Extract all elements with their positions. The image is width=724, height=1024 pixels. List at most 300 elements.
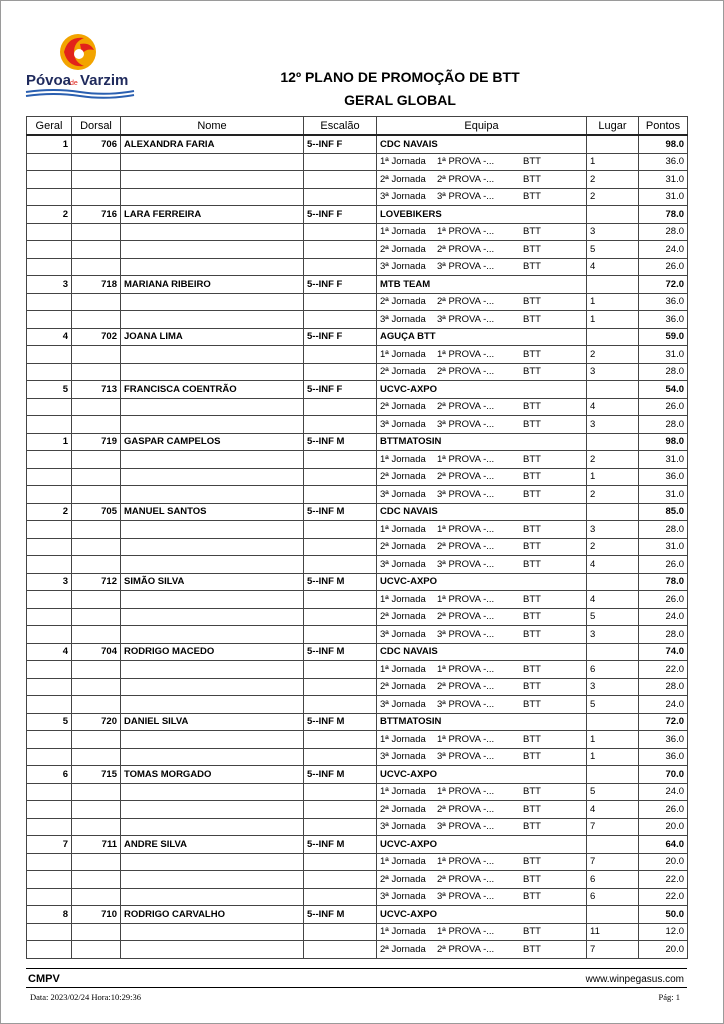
- jornada-label: 2ª Jornada: [380, 681, 426, 693]
- footer-website: www.winpegasus.com: [585, 974, 684, 985]
- jornada-label: 2ª Jornada: [380, 611, 426, 623]
- equipa-cell: UCVC-AXPO: [377, 836, 587, 854]
- jornada-label: 2ª Jornada: [380, 366, 426, 378]
- empty-cell: [304, 608, 377, 626]
- equipa-cell: UCVC-AXPO: [377, 573, 587, 591]
- empty-cell: [72, 591, 121, 609]
- pontos-cell: 28.0: [639, 521, 688, 539]
- nome-cell: MANUEL SANTOS: [121, 503, 304, 521]
- race-type-label: BTT: [523, 558, 541, 570]
- race-type-label: BTT: [523, 418, 541, 430]
- athlete-row: [27, 328, 688, 346]
- pontos-cell: 64.0: [639, 836, 688, 854]
- pontos-cell: 98.0: [639, 433, 688, 451]
- race-detail-cell: [377, 853, 587, 871]
- header-escalao: Escalão: [304, 117, 377, 136]
- svg-text:Póvoa: Póvoa: [26, 72, 72, 89]
- empty-cell: [72, 923, 121, 941]
- prova-label: 2ª PROVA -...: [437, 296, 495, 308]
- nome-cell: RODRIGO MACEDO: [121, 643, 304, 661]
- race-type-label: BTT: [523, 348, 541, 360]
- prova-label: 1ª PROVA -...: [437, 733, 495, 745]
- lugar-cell: 4: [587, 556, 639, 574]
- race-detail-cell: [377, 941, 587, 959]
- jornada-label: 2ª Jornada: [380, 943, 426, 955]
- race-row: [27, 748, 688, 766]
- empty-cell: [121, 346, 304, 364]
- race-type-label: BTT: [523, 628, 541, 640]
- race-row: [27, 626, 688, 644]
- race-type-label: BTT: [523, 698, 541, 710]
- pontos-cell: 12.0: [639, 923, 688, 941]
- race-detail-cell: [377, 801, 587, 819]
- race-row: [27, 346, 688, 364]
- geral-cell: 1: [27, 135, 72, 153]
- nome-cell: TOMAS MORGADO: [121, 766, 304, 784]
- pontos-cell: 28.0: [639, 678, 688, 696]
- svg-text:de: de: [70, 80, 78, 87]
- empty-cell: [27, 626, 72, 644]
- prova-label: 2ª PROVA -...: [437, 541, 495, 553]
- empty-cell: [72, 888, 121, 906]
- race-row: [27, 293, 688, 311]
- pontos-cell: 20.0: [639, 941, 688, 959]
- empty-cell: [27, 818, 72, 836]
- empty-cell: [27, 363, 72, 381]
- empty-cell: [72, 416, 121, 434]
- race-row: [27, 153, 688, 171]
- empty-cell: [121, 363, 304, 381]
- nome-cell: DANIEL SILVA: [121, 713, 304, 731]
- empty-cell: [121, 398, 304, 416]
- jornada-label: 3ª Jornada: [380, 261, 426, 273]
- empty-cell: [27, 241, 72, 259]
- empty-cell: [27, 521, 72, 539]
- race-type-label: BTT: [523, 156, 541, 168]
- jornada-label: 3ª Jornada: [380, 558, 426, 570]
- jornada-label: 3ª Jornada: [380, 821, 426, 833]
- prova-label: 3ª PROVA -...: [437, 558, 495, 570]
- lugar-cell: 3: [587, 626, 639, 644]
- empty-cell: [121, 818, 304, 836]
- prova-label: 3ª PROVA -...: [437, 891, 495, 903]
- dorsal-cell: 702: [72, 328, 121, 346]
- empty-cell: [121, 556, 304, 574]
- empty-cell: [304, 556, 377, 574]
- lugar-cell: 6: [587, 888, 639, 906]
- empty-cell: [304, 748, 377, 766]
- empty-cell: [27, 416, 72, 434]
- race-detail-cell: [377, 398, 587, 416]
- empty-cell: [121, 696, 304, 714]
- race-row: [27, 258, 688, 276]
- athlete-row: [27, 573, 688, 591]
- nome-cell: ALEXANDRA FARIA: [121, 135, 304, 153]
- race-row: [27, 556, 688, 574]
- pontos-cell: 31.0: [639, 188, 688, 206]
- empty-cell: [72, 171, 121, 189]
- race-detail-cell: [377, 556, 587, 574]
- race-type-label: BTT: [523, 296, 541, 308]
- dorsal-cell: 718: [72, 276, 121, 294]
- race-row: [27, 188, 688, 206]
- pontos-cell: 26.0: [639, 398, 688, 416]
- lugar-cell: 5: [587, 241, 639, 259]
- race-type-label: BTT: [523, 173, 541, 185]
- empty-cell: [27, 293, 72, 311]
- lugar-cell: 3: [587, 521, 639, 539]
- header-equipa: Equipa: [377, 117, 587, 136]
- nome-cell: GASPAR CAMPELOS: [121, 433, 304, 451]
- nome-cell: JOANA LIMA: [121, 328, 304, 346]
- empty-cell: [72, 731, 121, 749]
- athlete-row: [27, 276, 688, 294]
- geral-cell: 1: [27, 433, 72, 451]
- race-row: [27, 678, 688, 696]
- race-type-label: BTT: [523, 366, 541, 378]
- pontos-cell: 22.0: [639, 888, 688, 906]
- jornada-label: 3ª Jornada: [380, 698, 426, 710]
- jornada-label: 1ª Jornada: [380, 453, 426, 465]
- lugar-cell: 2: [587, 486, 639, 504]
- race-row: [27, 608, 688, 626]
- empty-cell: [304, 538, 377, 556]
- empty-cell: [304, 258, 377, 276]
- dorsal-cell: 705: [72, 503, 121, 521]
- empty-cell: [121, 783, 304, 801]
- empty-cell: [27, 153, 72, 171]
- athlete-row: [27, 906, 688, 924]
- race-detail-cell: [377, 311, 587, 329]
- race-type-label: BTT: [523, 733, 541, 745]
- race-row: [27, 241, 688, 259]
- empty-cell: [304, 468, 377, 486]
- athlete-row: [27, 433, 688, 451]
- empty-cell: [304, 486, 377, 504]
- jornada-label: 1ª Jornada: [380, 523, 426, 535]
- race-type-label: BTT: [523, 856, 541, 868]
- race-row: [27, 801, 688, 819]
- equipa-cell: BTTMATOSIN: [377, 713, 587, 731]
- lugar-cell: 1: [587, 293, 639, 311]
- empty-cell: [27, 731, 72, 749]
- pontos-cell: 24.0: [639, 783, 688, 801]
- footer-date: Data: 2023/02/24 Hora:10:29:36: [30, 992, 141, 1002]
- lugar-cell: 7: [587, 853, 639, 871]
- empty-cell: [304, 188, 377, 206]
- dorsal-cell: 715: [72, 766, 121, 784]
- race-detail-cell: [377, 153, 587, 171]
- empty-cell: [72, 258, 121, 276]
- jornada-label: 1ª Jornada: [380, 226, 426, 238]
- dorsal-cell: 713: [72, 381, 121, 399]
- geral-cell: 2: [27, 206, 72, 224]
- empty-cell: [121, 153, 304, 171]
- empty-cell: [72, 853, 121, 871]
- empty-cell: [27, 398, 72, 416]
- geral-cell: 4: [27, 643, 72, 661]
- athlete-row: [27, 381, 688, 399]
- empty-cell: [304, 346, 377, 364]
- race-row: [27, 521, 688, 539]
- prova-label: 2ª PROVA -...: [437, 611, 495, 623]
- empty-cell: [72, 801, 121, 819]
- empty-cell: [72, 678, 121, 696]
- lugar-cell: 4: [587, 801, 639, 819]
- empty-cell: [27, 696, 72, 714]
- athlete-row: [27, 206, 688, 224]
- dorsal-cell: 716: [72, 206, 121, 224]
- empty-cell: [121, 941, 304, 959]
- race-type-label: BTT: [523, 471, 541, 483]
- race-type-label: BTT: [523, 523, 541, 535]
- race-type-label: BTT: [523, 786, 541, 798]
- lugar-cell: [587, 433, 639, 451]
- empty-cell: [72, 293, 121, 311]
- nome-cell: SIMÃO SILVA: [121, 573, 304, 591]
- race-type-label: BTT: [523, 926, 541, 938]
- prova-label: 1ª PROVA -...: [437, 156, 495, 168]
- lugar-cell: 11: [587, 923, 639, 941]
- empty-cell: [27, 748, 72, 766]
- empty-cell: [72, 626, 121, 644]
- footer-organization: CMPV: [28, 973, 60, 985]
- empty-cell: [27, 608, 72, 626]
- lugar-cell: 2: [587, 346, 639, 364]
- empty-cell: [121, 923, 304, 941]
- empty-cell: [121, 801, 304, 819]
- race-detail-cell: [377, 188, 587, 206]
- prova-label: 2ª PROVA -...: [437, 471, 495, 483]
- pontos-cell: 31.0: [639, 451, 688, 469]
- prova-label: 3ª PROVA -...: [437, 418, 495, 430]
- report-title: 12º PLANO DE PROMOÇÃO DE BTT: [280, 69, 520, 85]
- lugar-cell: [587, 276, 639, 294]
- nome-cell: MARIANA RIBEIRO: [121, 276, 304, 294]
- prova-label: 3ª PROVA -...: [437, 488, 495, 500]
- empty-cell: [304, 923, 377, 941]
- dorsal-cell: 712: [72, 573, 121, 591]
- lugar-cell: 6: [587, 871, 639, 889]
- pontos-cell: 24.0: [639, 696, 688, 714]
- race-type-label: BTT: [523, 803, 541, 815]
- athlete-row: [27, 836, 688, 854]
- race-detail-cell: [377, 591, 587, 609]
- svg-text:Varzim: Varzim: [80, 72, 129, 89]
- jornada-label: 1ª Jornada: [380, 156, 426, 168]
- escalao-cell: 5--INF F: [304, 381, 377, 399]
- empty-cell: [304, 818, 377, 836]
- dorsal-cell: 711: [72, 836, 121, 854]
- geral-cell: 2: [27, 503, 72, 521]
- equipa-cell: BTTMATOSIN: [377, 433, 587, 451]
- lugar-cell: 1: [587, 311, 639, 329]
- equipa-cell: UCVC-AXPO: [377, 381, 587, 399]
- pontos-cell: 22.0: [639, 661, 688, 679]
- prova-label: 1ª PROVA -...: [437, 226, 495, 238]
- header-pontos: Pontos: [639, 117, 688, 136]
- race-type-label: BTT: [523, 821, 541, 833]
- dorsal-cell: 720: [72, 713, 121, 731]
- jornada-label: 3ª Jornada: [380, 313, 426, 325]
- empty-cell: [27, 853, 72, 871]
- prova-label: 1ª PROVA -...: [437, 453, 495, 465]
- prova-label: 1ª PROVA -...: [437, 856, 495, 868]
- jornada-label: 1ª Jornada: [380, 926, 426, 938]
- empty-cell: [121, 853, 304, 871]
- race-type-label: BTT: [523, 891, 541, 903]
- empty-cell: [121, 661, 304, 679]
- race-detail-cell: [377, 871, 587, 889]
- empty-cell: [72, 696, 121, 714]
- race-detail-cell: [377, 748, 587, 766]
- race-type-label: BTT: [523, 261, 541, 273]
- pontos-cell: 78.0: [639, 573, 688, 591]
- empty-cell: [121, 678, 304, 696]
- empty-cell: [304, 853, 377, 871]
- empty-cell: [304, 416, 377, 434]
- race-detail-cell: [377, 731, 587, 749]
- pontos-cell: 31.0: [639, 346, 688, 364]
- empty-cell: [27, 888, 72, 906]
- race-row: [27, 538, 688, 556]
- pontos-cell: 22.0: [639, 871, 688, 889]
- lugar-cell: [587, 713, 639, 731]
- race-row: [27, 888, 688, 906]
- race-detail-cell: [377, 608, 587, 626]
- lugar-cell: 7: [587, 941, 639, 959]
- race-row: [27, 591, 688, 609]
- race-detail-cell: [377, 451, 587, 469]
- geral-cell: 6: [27, 766, 72, 784]
- race-row: [27, 783, 688, 801]
- escalao-cell: 5--INF M: [304, 906, 377, 924]
- lugar-cell: [587, 206, 639, 224]
- jornada-label: 3ª Jornada: [380, 628, 426, 640]
- equipa-cell: AGUÇA BTT: [377, 328, 587, 346]
- race-row: [27, 468, 688, 486]
- prova-label: 3ª PROVA -...: [437, 313, 495, 325]
- lugar-cell: 2: [587, 451, 639, 469]
- race-detail-cell: [377, 521, 587, 539]
- report-subtitle: GERAL GLOBAL: [344, 92, 456, 108]
- empty-cell: [121, 171, 304, 189]
- empty-cell: [72, 818, 121, 836]
- geral-cell: 5: [27, 381, 72, 399]
- empty-cell: [121, 451, 304, 469]
- pontos-cell: 20.0: [639, 818, 688, 836]
- pontos-cell: 26.0: [639, 556, 688, 574]
- empty-cell: [72, 871, 121, 889]
- empty-cell: [304, 696, 377, 714]
- empty-cell: [27, 346, 72, 364]
- empty-cell: [121, 293, 304, 311]
- race-detail-cell: [377, 171, 587, 189]
- empty-cell: [27, 591, 72, 609]
- race-detail-cell: [377, 293, 587, 311]
- race-row: [27, 731, 688, 749]
- equipa-cell: LOVEBIKERS: [377, 206, 587, 224]
- empty-cell: [27, 801, 72, 819]
- race-detail-cell: [377, 486, 587, 504]
- escalao-cell: 5--INF M: [304, 643, 377, 661]
- pontos-cell: 36.0: [639, 731, 688, 749]
- empty-cell: [304, 801, 377, 819]
- footer-divider-top: [26, 968, 687, 969]
- empty-cell: [72, 346, 121, 364]
- escalao-cell: 5--INF F: [304, 206, 377, 224]
- lugar-cell: [587, 573, 639, 591]
- empty-cell: [27, 258, 72, 276]
- equipa-cell: UCVC-AXPO: [377, 906, 587, 924]
- empty-cell: [72, 241, 121, 259]
- prova-label: 2ª PROVA -...: [437, 803, 495, 815]
- equipa-cell: CDC NAVAIS: [377, 135, 587, 153]
- pontos-cell: 24.0: [639, 241, 688, 259]
- race-detail-cell: [377, 346, 587, 364]
- prova-label: 2ª PROVA -...: [437, 401, 495, 413]
- dorsal-cell: 710: [72, 906, 121, 924]
- escalao-cell: 5--INF F: [304, 328, 377, 346]
- athlete-row: [27, 766, 688, 784]
- empty-cell: [72, 223, 121, 241]
- jornada-label: 1ª Jornada: [380, 856, 426, 868]
- race-type-label: BTT: [523, 401, 541, 413]
- dorsal-cell: 704: [72, 643, 121, 661]
- race-detail-cell: [377, 696, 587, 714]
- pontos-cell: 28.0: [639, 416, 688, 434]
- pontos-cell: 20.0: [639, 853, 688, 871]
- lugar-cell: 5: [587, 783, 639, 801]
- lugar-cell: 1: [587, 748, 639, 766]
- empty-cell: [304, 311, 377, 329]
- lugar-cell: [587, 836, 639, 854]
- race-row: [27, 223, 688, 241]
- lugar-cell: 4: [587, 591, 639, 609]
- escalao-cell: 5--INF M: [304, 766, 377, 784]
- lugar-cell: 1: [587, 153, 639, 171]
- pontos-cell: 74.0: [639, 643, 688, 661]
- lugar-cell: [587, 135, 639, 153]
- race-row: [27, 171, 688, 189]
- prova-label: 3ª PROVA -...: [437, 821, 495, 833]
- header-dorsal: Dorsal: [72, 117, 121, 136]
- lugar-cell: 3: [587, 416, 639, 434]
- equipa-cell: CDC NAVAIS: [377, 503, 587, 521]
- jornada-label: 3ª Jornada: [380, 751, 426, 763]
- empty-cell: [72, 748, 121, 766]
- race-row: [27, 416, 688, 434]
- empty-cell: [304, 171, 377, 189]
- prova-label: 2ª PROVA -...: [437, 366, 495, 378]
- race-row: [27, 363, 688, 381]
- jornada-label: 1ª Jornada: [380, 733, 426, 745]
- prova-label: 1ª PROVA -...: [437, 523, 495, 535]
- escalao-cell: 5--INF M: [304, 433, 377, 451]
- dorsal-cell: 719: [72, 433, 121, 451]
- empty-cell: [304, 363, 377, 381]
- lugar-cell: 3: [587, 363, 639, 381]
- empty-cell: [121, 871, 304, 889]
- geral-cell: 4: [27, 328, 72, 346]
- jornada-label: 1ª Jornada: [380, 663, 426, 675]
- race-type-label: BTT: [523, 488, 541, 500]
- athlete-row: [27, 503, 688, 521]
- empty-cell: [121, 188, 304, 206]
- lugar-cell: 2: [587, 171, 639, 189]
- race-detail-cell: [377, 363, 587, 381]
- nome-cell: RODRIGO CARVALHO: [121, 906, 304, 924]
